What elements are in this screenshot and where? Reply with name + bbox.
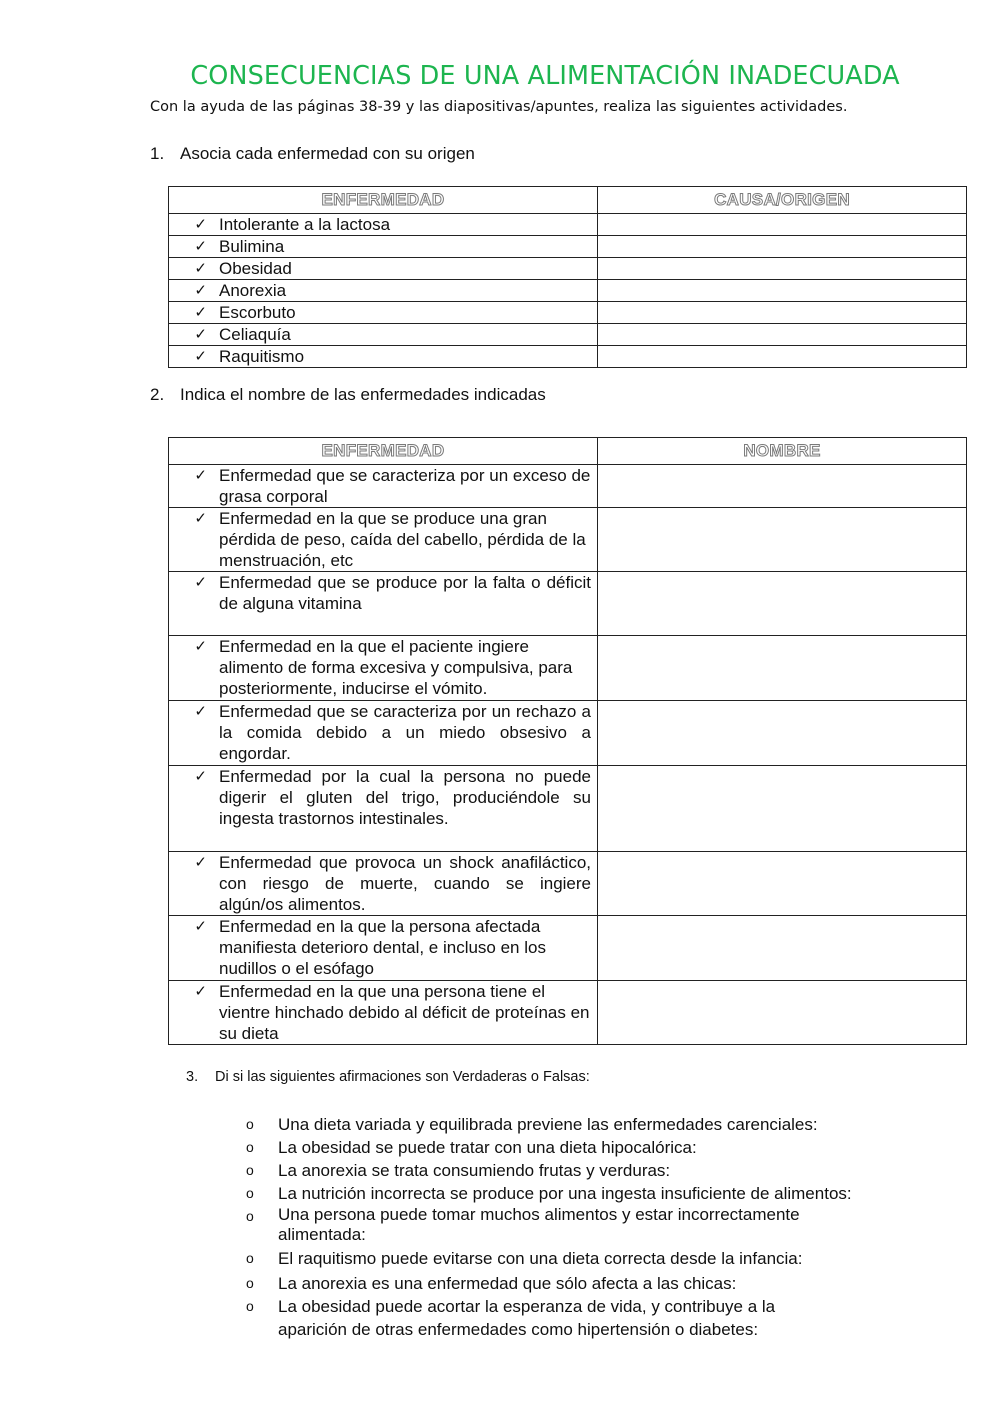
question-2-text: Indica el nombre de las enfermedades indicadas xyxy=(180,385,546,404)
origin-answer-cell[interactable] xyxy=(598,280,967,302)
disease-description: Enfermedad en la que la persona afectada manifiesta deterioro dental, e incluso en los nudillos o el esófago xyxy=(219,917,546,978)
circle-bullet-icon: o xyxy=(246,1162,254,1178)
question-1-text: Asocia cada enfermedad con su origen xyxy=(180,144,475,163)
list-item xyxy=(244,1136,924,1159)
disease-description: Enfermedad por la cual la persona no puede digerir el gluten del trigo, produciéndole su ingesta trastornos intestinales. xyxy=(219,767,591,828)
name-answer-cell[interactable] xyxy=(598,766,967,852)
checkmark-icon: ✓ xyxy=(194,282,207,299)
origin-answer-cell[interactable] xyxy=(598,214,967,236)
disease-description: Enfermedad en la que se produce una gran pérdida de peso, caída del cabello, pérdida de la menstruación, etc xyxy=(219,509,586,570)
checkmark-icon: ✓ xyxy=(194,574,207,591)
statement-text: La obesidad puede acortar la esperanza de vida, y contribuye a la aparición de otras enfermedades como hipertensión o diabetes: xyxy=(278,1297,776,1339)
disease-description: Enfermedad que se produce por la falta o déficit de alguna vitamina xyxy=(219,573,591,613)
list-item xyxy=(244,1113,924,1136)
question-3-number: 3. xyxy=(186,1069,199,1085)
origin-answer-cell[interactable] xyxy=(598,258,967,280)
statement-text: La anorexia es una enfermedad que sólo afecta a las chicas: xyxy=(278,1274,737,1293)
checkmark-icon: ✓ xyxy=(194,348,207,365)
disease-description: Enfermedad que provoca un shock anafiláctico, con riesgo de muerte, cuando se ingiere algún/os alimentos. xyxy=(219,853,591,914)
checkmark-icon: ✓ xyxy=(194,304,207,321)
question-3 xyxy=(186,1069,590,1085)
checkmark-icon: ✓ xyxy=(194,983,207,1000)
checkmark-icon: ✓ xyxy=(194,238,207,255)
question-2-number: 2. xyxy=(150,385,165,404)
checkmark-icon: ✓ xyxy=(194,703,207,720)
question-1 xyxy=(150,144,475,164)
disease-name: Celiaquía xyxy=(219,325,291,344)
name-answer-cell[interactable] xyxy=(598,508,967,572)
instructions-text: Con la ayuda de las páginas 38-39 y las diapositivas/apuntes, realiza las siguientes actividades. xyxy=(150,99,848,115)
circle-bullet-icon: o xyxy=(246,1185,254,1201)
column-header-origin: CAUSA/ORIGEN xyxy=(598,187,967,214)
list-item xyxy=(244,1295,844,1341)
origin-answer-cell[interactable] xyxy=(598,324,967,346)
checkmark-icon: ✓ xyxy=(194,768,207,785)
disease-description: Enfermedad que se caracteriza por un rechazo a la comida debido a un miedo obsesivo a engordar. xyxy=(219,702,591,763)
list-item xyxy=(244,1182,924,1205)
checkmark-icon: ✓ xyxy=(194,638,207,655)
name-answer-cell[interactable] xyxy=(598,916,967,981)
checkmark-icon: ✓ xyxy=(194,918,207,935)
statement-text: Una dieta variada y equilibrada previene las enfermedades carenciales: xyxy=(278,1115,818,1134)
disease-name: Raquitismo xyxy=(219,347,305,366)
circle-bullet-icon: o xyxy=(246,1298,254,1314)
checkmark-icon: ✓ xyxy=(194,326,207,343)
origin-answer-cell[interactable] xyxy=(598,302,967,324)
disease-description: Enfermedad que se caracteriza por un exceso de grasa corporal xyxy=(219,466,591,506)
origin-answer-cell[interactable] xyxy=(598,346,967,368)
name-answer-cell[interactable] xyxy=(598,852,967,916)
checkmark-icon: ✓ xyxy=(194,510,207,527)
circle-bullet-icon: o xyxy=(246,1275,254,1291)
statement-text: La anorexia se trata consumiendo frutas y verduras: xyxy=(278,1161,671,1180)
origin-answer-cell[interactable] xyxy=(598,236,967,258)
name-answer-cell[interactable] xyxy=(598,572,967,636)
statement-text: La obesidad se puede tratar con una dieta hipocalórica: xyxy=(278,1138,697,1157)
name-answer-cell[interactable] xyxy=(598,701,967,766)
disease-name: Anorexia xyxy=(219,281,287,300)
list-item xyxy=(244,1159,924,1182)
column-header-disease: ENFERMEDAD xyxy=(169,438,598,465)
disease-name: Escorbuto xyxy=(219,303,296,322)
checkmark-icon: ✓ xyxy=(194,467,207,484)
question-3-text: Di si las siguientes afirmaciones son Verdaderas o Falsas: xyxy=(215,1069,590,1085)
circle-bullet-icon: o xyxy=(246,1250,254,1266)
checkmark-icon: ✓ xyxy=(194,216,207,233)
column-header-disease: ENFERMEDAD xyxy=(169,187,598,214)
question-1-number: 1. xyxy=(150,144,165,163)
disease-description: Enfermedad en la que una persona tiene el vientre hinchado debido al déficit de proteínas en su dieta xyxy=(219,982,590,1043)
disease-description: Enfermedad en la que el paciente ingiere alimento de forma excesiva y compulsiva, para posteriormente, inducirse el vómito. xyxy=(219,637,573,698)
column-header-name: NOMBRE xyxy=(598,438,967,465)
disease-name-table xyxy=(168,437,967,1045)
disease-name: Bulimina xyxy=(219,237,285,256)
list-item xyxy=(244,1247,924,1270)
name-answer-cell[interactable] xyxy=(598,981,967,1045)
circle-bullet-icon: o xyxy=(246,1139,254,1155)
list-item xyxy=(244,1272,924,1295)
list-item xyxy=(244,1205,844,1245)
checkmark-icon: ✓ xyxy=(194,854,207,871)
statement-text: La nutrición incorrecta se produce por una ingesta insuficiente de alimentos: xyxy=(278,1184,852,1203)
name-answer-cell[interactable] xyxy=(598,465,967,508)
question-2 xyxy=(150,385,546,405)
checkmark-icon: ✓ xyxy=(194,260,207,277)
true-false-list xyxy=(244,1113,924,1341)
statement-text: Una persona puede tomar muchos alimentos y estar incorrectamente alimentada: xyxy=(278,1205,800,1244)
disease-origin-table xyxy=(168,186,967,368)
disease-name: Obesidad xyxy=(219,259,292,278)
circle-bullet-icon: o xyxy=(246,1208,254,1224)
statement-text: El raquitismo puede evitarse con una dieta correcta desde la infancia: xyxy=(278,1249,803,1268)
name-answer-cell[interactable] xyxy=(598,636,967,701)
page-title: CONSECUENCIAS DE UNA ALIMENTACIÓN INADECUADA xyxy=(190,61,900,91)
disease-name: Intolerante a la lactosa xyxy=(219,215,391,234)
circle-bullet-icon: o xyxy=(246,1116,254,1132)
